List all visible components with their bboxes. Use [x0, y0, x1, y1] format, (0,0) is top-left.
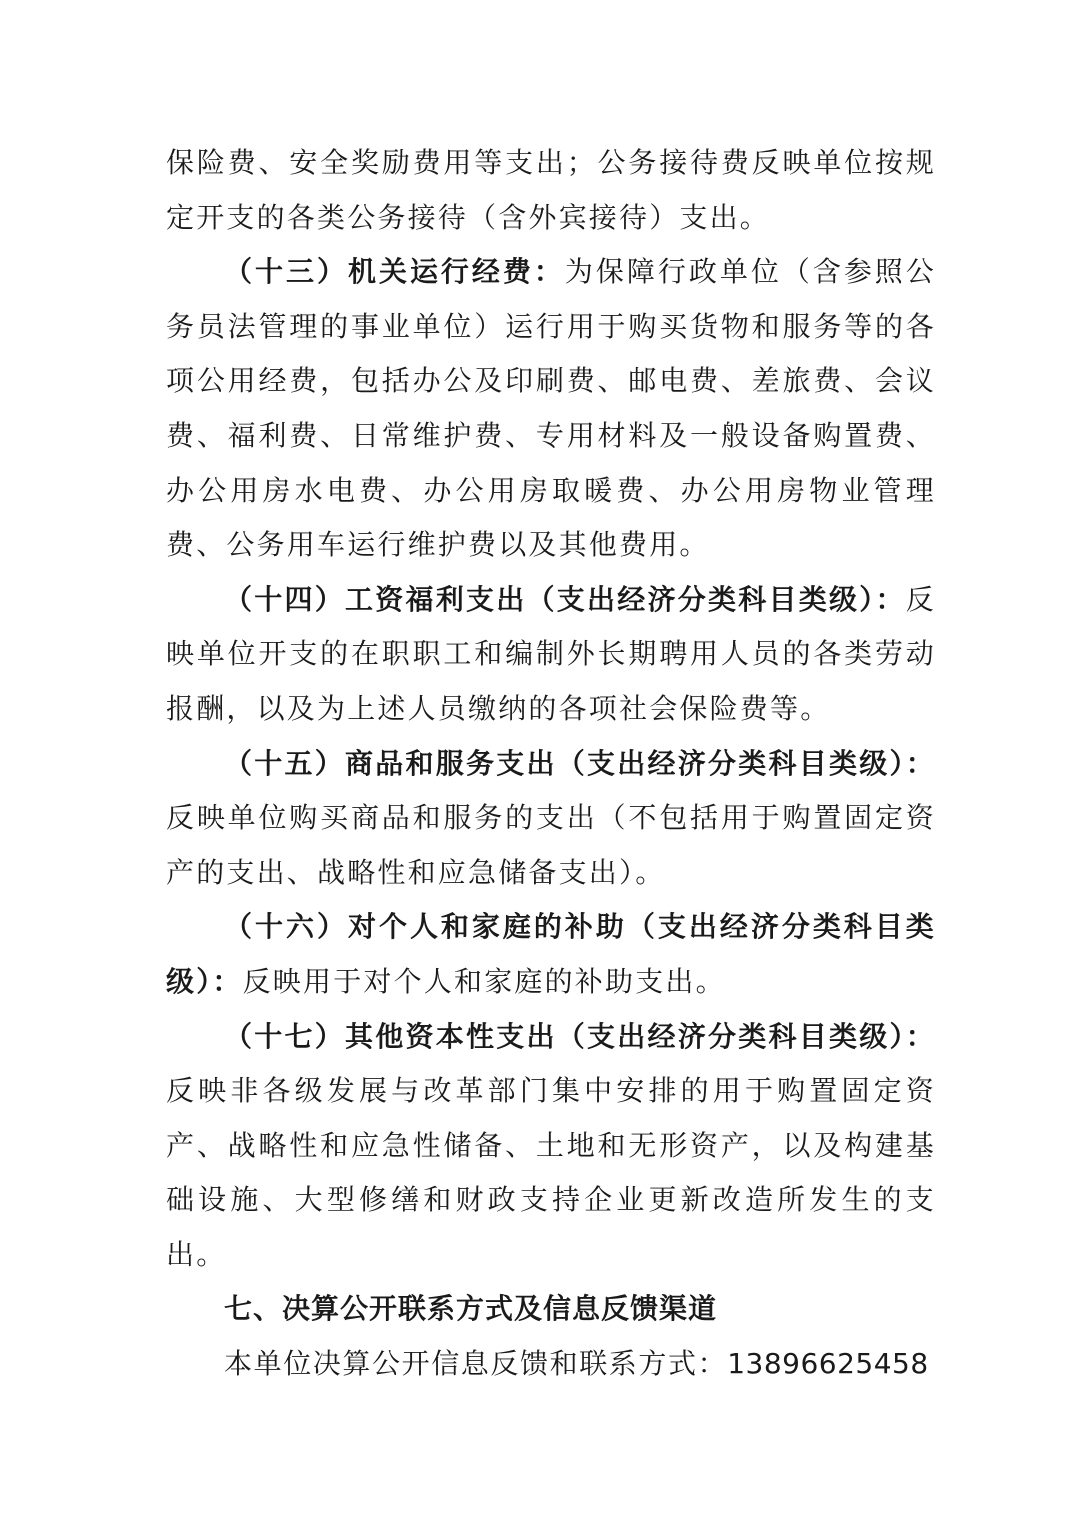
- item-text: 反映单位购买商品和服务的支出（不包括用于购置固定资产的支出、战略性和应急储备支出）。: [166, 801, 936, 889]
- item-text: 为保障行政单位（含参照公务员法管理的事业单位）运行用于购买货物和服务等的各项公用经费，包括办公及印刷费、邮电费、差旅费、会议费、福利费、日常维护费、专用材料及一般设备购置费、办公用房水电费、办公用房取暖费、办公用房物业管理费、公务用车运行维护费以及其他费用。: [166, 255, 937, 562]
- paragraph-item-15: [166, 737, 936, 901]
- item-label: （十四）工资福利支出（支出经济分类科目类级）：: [224, 582, 906, 616]
- item-label: （十五）商品和服务支出（支出经济分类科目类级）：: [224, 746, 936, 780]
- contact-line: [166, 1337, 936, 1392]
- item-label: （十七）其他资本性支出（支出经济分类科目类级）：: [224, 1019, 936, 1053]
- item-label: （十三）机关运行经费：: [224, 255, 565, 289]
- paragraph-item-17: [166, 1010, 936, 1283]
- paragraph-item-16: [166, 900, 936, 1009]
- item-text: 反映单位开支的在职职工和编制外长期聘用人员的各类劳动报酬，以及为上述人员缴纳的各项社会保险费等。: [166, 582, 936, 725]
- item-label: （十六）对个人和家庭的补助（支出经济分类科目类级）：: [166, 910, 936, 998]
- item-text: 反映用于对个人和家庭的补助支出。: [242, 964, 726, 998]
- contact-label: 本单位决算公开信息反馈和联系方式：: [224, 1347, 728, 1381]
- paragraph-item-13: [166, 245, 936, 573]
- contact-phone: 13896625458: [727, 1347, 929, 1381]
- paragraph-continuation: [166, 136, 936, 245]
- paragraph-text: 保险费、安全奖励费用等支出；公务接待费反映单位按规定开支的各类公务接待（含外宾接待）支出。: [166, 146, 936, 234]
- paragraph-item-14: [166, 573, 936, 737]
- document-page: [166, 136, 936, 1392]
- item-text: 反映非各级发展与改革部门集中安排的用于购置固定资产、战略性和应急性储备、土地和无形资产，以及构建基础设施、大型修缮和财政支持企业更新改造所发生的支出。: [166, 1074, 936, 1271]
- section-heading: 七、决算公开联系方式及信息反馈渠道: [224, 1292, 718, 1326]
